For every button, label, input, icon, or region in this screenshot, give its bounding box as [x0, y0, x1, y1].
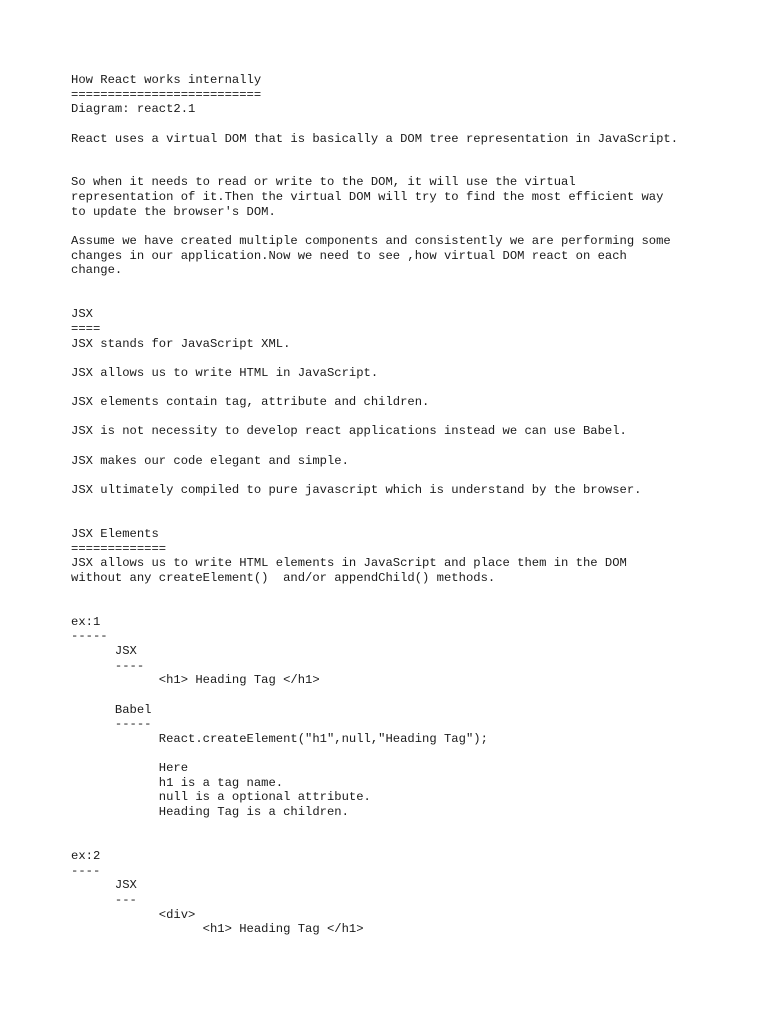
document-line: JSX ultimately compiled to pure javascript which is understand by the browser. [71, 482, 642, 497]
document-line: JSX stands for JavaScript XML. [71, 336, 291, 351]
document-line [71, 351, 751, 366]
document-line [71, 293, 751, 308]
document-line: changes in our application.Now we need to see ,how virtual DOM react on each [71, 248, 627, 263]
document-line: Babel [71, 702, 152, 717]
document-line [71, 820, 751, 835]
document-line: without any createElement() and/or appendChild() methods. [71, 570, 496, 585]
document-line: ex:2 [71, 848, 101, 863]
document-line: JSX [71, 878, 137, 893]
document-line: Here [71, 761, 189, 776]
document-body [71, 73, 751, 937]
document-line [71, 146, 751, 161]
document-line: --- [71, 892, 137, 907]
document-line [71, 380, 751, 395]
document-line: ex:1 [71, 614, 101, 629]
document-line: How React works internally [71, 73, 262, 87]
document-line: null is a optional attribute. [71, 790, 371, 805]
document-line: React uses a virtual DOM that is basically a DOM tree representation in JavaScript. [71, 131, 679, 146]
document-line: JSX is not necessity to develop react applications instead we can use Babel. [71, 424, 627, 439]
document-line: So when it needs to read or write to the DOM, it will use the virtual [71, 175, 576, 190]
document-line: ========================== [71, 87, 262, 102]
document-line [71, 585, 751, 600]
document-line: <h1> Heading Tag </h1> [71, 673, 320, 688]
document-line [71, 498, 751, 513]
document-line: JSX elements contain tag, attribute and children. [71, 395, 430, 410]
document-line: change. [71, 263, 123, 278]
document-line [71, 834, 751, 849]
document-line: Diagram: react2.1 [71, 102, 196, 117]
document-line: JSX allows us to write HTML in JavaScript. [71, 365, 379, 380]
document-line: representation of it.Then the virtual DOM will try to find the most efficient way [71, 190, 664, 205]
document-line: Assume we have created multiple components and consistently we are performing some [71, 234, 671, 249]
document-line: ==== [71, 321, 101, 336]
document-line: React.createElement("h1",null,"Heading Tag"); [71, 731, 488, 746]
document-line [71, 219, 751, 234]
document-line: to update the browser's DOM. [71, 204, 276, 219]
document-line [71, 410, 751, 425]
document-line: ============= [71, 541, 167, 556]
document-line: <div> [71, 907, 196, 922]
document-line [71, 117, 751, 132]
document-line [71, 688, 751, 703]
document-line: JSX Elements [71, 526, 159, 541]
document-line: Heading Tag is a children. [71, 805, 349, 820]
document-line [71, 439, 751, 454]
document-line [71, 161, 751, 176]
document-line: ---- [71, 863, 101, 878]
document-line: JSX allows us to write HTML elements in JavaScript and place them in the DOM [71, 556, 627, 571]
document-line [71, 512, 751, 527]
document-line: JSX [71, 643, 137, 658]
document-line [71, 468, 751, 483]
document-line: <h1> Heading Tag </h1> [71, 922, 364, 937]
document-line [71, 278, 751, 293]
document-line: JSX [71, 307, 93, 322]
document-line: ----- [71, 717, 152, 732]
document-line: h1 is a tag name. [71, 775, 284, 790]
document-line: JSX makes our code elegant and simple. [71, 453, 349, 468]
document-line: ---- [71, 658, 145, 673]
document-line [71, 600, 751, 615]
document-line: ----- [71, 629, 108, 644]
document-line [71, 746, 751, 761]
